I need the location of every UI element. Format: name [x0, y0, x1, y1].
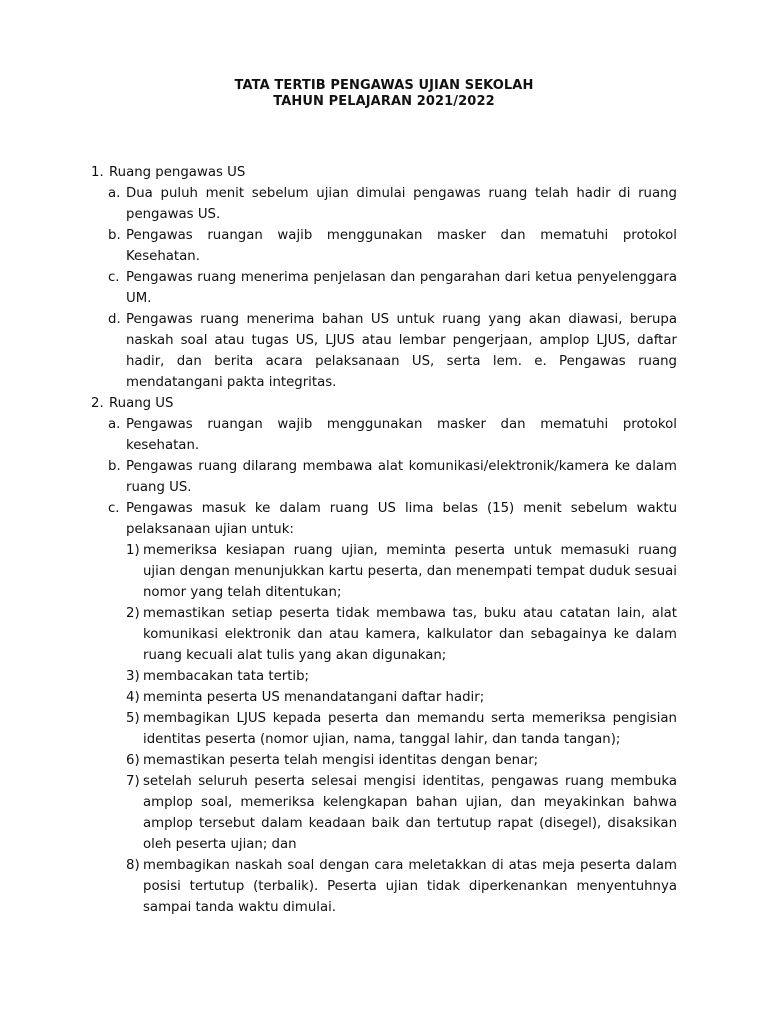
title-line-1: TATA TERTIB PENGAWAS UJIAN SEKOLAH	[234, 78, 534, 93]
sub-item-text: membagikan LJUS kepada peserta dan memandu serta memeriksa pengisian identitas peserta (nomor ujian, nama, tanggal lahir, dan tanda tangan);	[143, 711, 677, 747]
section-label: Ruang pengawas US	[109, 165, 246, 180]
sub-list-item	[91, 603, 677, 666]
section-label: Ruang US	[109, 396, 174, 411]
title-line-2: TAHUN PELAJARAN 2021/2022	[273, 94, 495, 109]
item-marker: c.	[108, 270, 120, 285]
sub-list-item	[91, 540, 677, 603]
item-text: Pengawas masuk ke dalam ruang US lima belas (15) menit sebelum waktu pelaksanaan ujian untuk:	[126, 501, 677, 537]
sub-list-item	[91, 666, 677, 687]
sub-item-marker: 5)	[126, 711, 140, 726]
sub-item-marker: 8)	[126, 858, 140, 873]
sub-item-marker: 3)	[126, 669, 140, 684]
item-text: Pengawas ruangan wajib menggunakan masker dan mematuhi protokol Kesehatan.	[126, 228, 677, 264]
sub-item-marker: 6)	[126, 753, 140, 768]
list-item	[91, 225, 677, 267]
sub-list-item	[91, 708, 677, 750]
sub-item-marker: 2)	[126, 606, 140, 621]
section-heading	[91, 393, 677, 414]
list-item	[91, 183, 677, 225]
sub-item-text: memeriksa kesiapan ruang ujian, meminta peserta untuk memasuki ruang ujian dengan menunjukkan kartu peserta, dan menempati tempat duduk sesuai nomor yang telah ditentukan;	[143, 543, 677, 600]
section-number: 2.	[91, 396, 104, 411]
sub-list-item	[91, 855, 677, 918]
section-number: 1.	[91, 165, 104, 180]
sub-item-text: membacakan tata tertib;	[143, 669, 310, 684]
sub-list-item	[91, 687, 677, 708]
list-item	[91, 456, 677, 498]
sub-list-item	[91, 750, 677, 771]
sub-item-marker: 4)	[126, 690, 140, 705]
sub-item-text: memastikan setiap peserta tidak membawa tas, buku atau catatan lain, alat komunikasi elektronik dan atau kamera, kalkulator dan sebagainya ke dalam ruang kecuali alat tulis yang akan digunakan;	[143, 606, 677, 663]
section-heading	[91, 162, 677, 183]
item-text: Pengawas ruang menerima penjelasan dan pengarahan dari ketua penyelenggara UM.	[126, 270, 677, 306]
sub-item-marker: 1)	[126, 543, 140, 558]
document-title	[91, 78, 677, 110]
item-marker: b.	[108, 459, 121, 474]
sub-item-text: meminta peserta US menandatangani daftar hadir;	[143, 690, 485, 705]
item-text: Dua puluh menit sebelum ujian dimulai pengawas ruang telah hadir di ruang pengawas US.	[126, 186, 677, 222]
item-marker: a.	[108, 417, 121, 432]
item-text: Pengawas ruang menerima bahan US untuk ruang yang akan diawasi, berupa naskah soal atau tugas US, LJUS atau lembar pengerjaan, amplop LJUS, daftar hadir, dan berita acara pelaksanaan US, serta lem. e. Pengawas ruang mendatangani pakta integritas.	[126, 312, 677, 390]
document-body	[91, 162, 677, 918]
sub-list-item	[91, 771, 677, 855]
list-item	[91, 498, 677, 540]
sub-item-marker: 7)	[126, 774, 140, 789]
list-item	[91, 309, 677, 393]
sub-item-text: setelah seluruh peserta selesai mengisi identitas, pengawas ruang membuka amplop soal, memeriksa kelengkapan bahan ujian, dan meyakinkan bahwa amplop tersebut dalam keadaan baik dan tertutup rapat (disegel), disaksikan oleh peserta ujian; dan	[143, 774, 677, 852]
item-marker: b.	[108, 228, 121, 243]
sub-item-text: membagikan naskah soal dengan cara meletakkan di atas meja peserta dalam posisi tertutup (terbalik). Peserta ujian tidak diperkenankan menyentuhnya sampai tanda waktu dimulai.	[143, 858, 677, 915]
item-marker: c.	[108, 501, 120, 516]
sub-item-text: memastikan peserta telah mengisi identitas dengan benar;	[143, 753, 539, 768]
list-item	[91, 414, 677, 456]
item-marker: d.	[108, 312, 121, 327]
item-text: Pengawas ruang dilarang membawa alat komunikasi/elektronik/kamera ke dalam ruang US.	[126, 459, 677, 495]
list-item	[91, 267, 677, 309]
item-text: Pengawas ruangan wajib menggunakan masker dan mematuhi protokol kesehatan.	[126, 417, 677, 453]
item-marker: a.	[108, 186, 121, 201]
